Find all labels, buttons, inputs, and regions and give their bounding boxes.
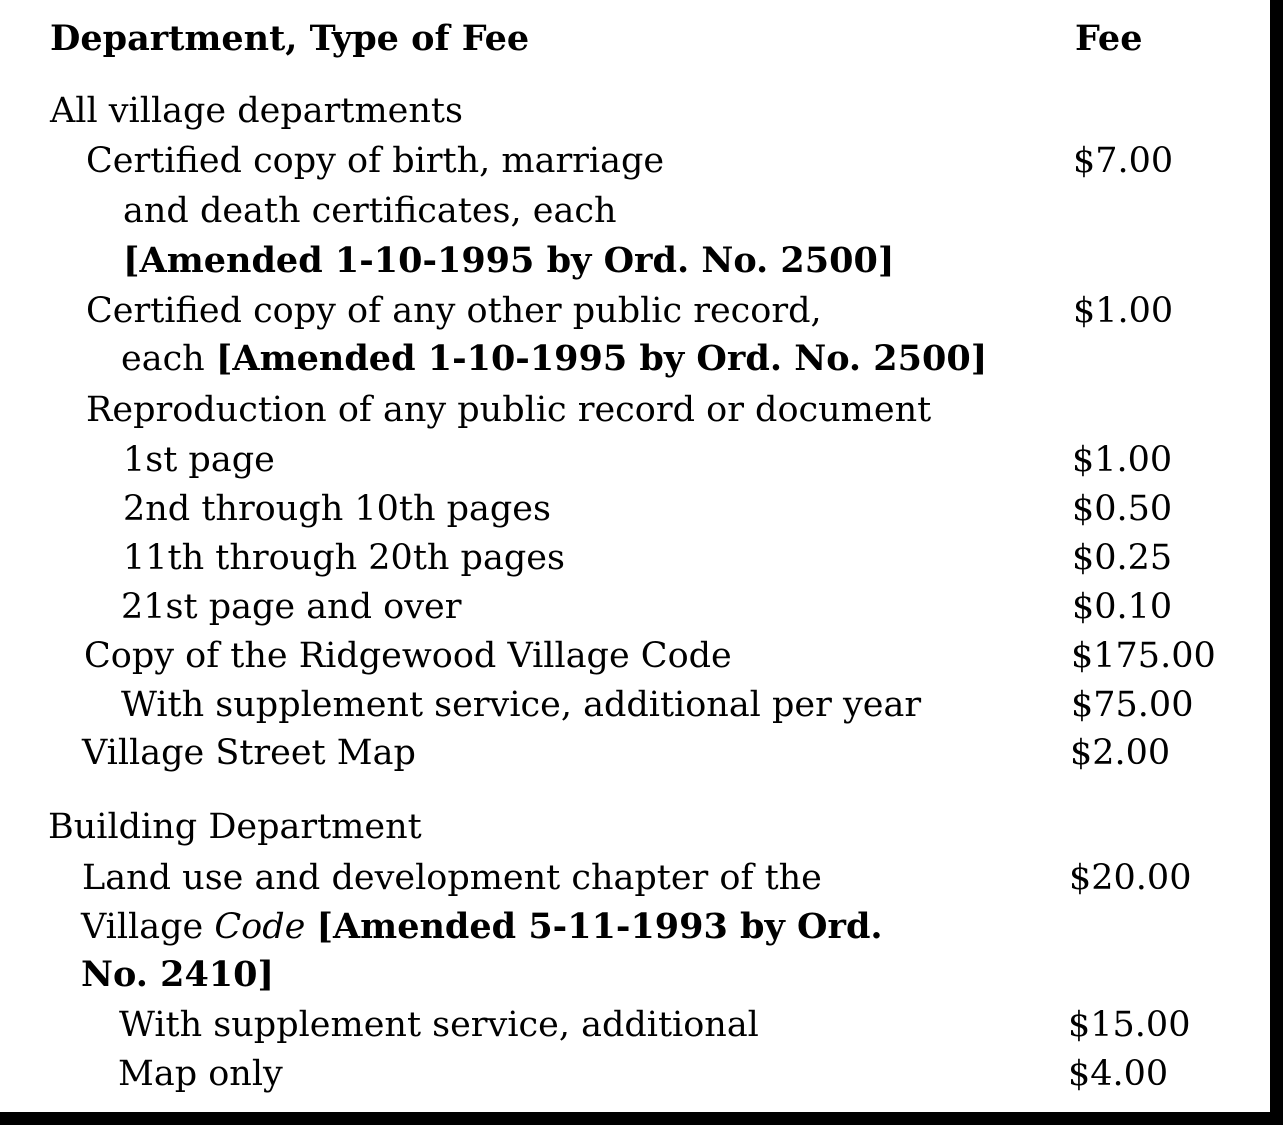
reproduction-item-fee: $0.25 <box>1072 538 1173 578</box>
street-map-fee: $2.00 <box>1070 733 1171 773</box>
reproduction-item-label: 1st page <box>123 440 275 480</box>
land-use-village: Village <box>81 907 215 947</box>
land-use-code: Code <box>214 907 317 947</box>
page-frame-right <box>1270 0 1283 1125</box>
village-code-supplement-label: With supplement service, additional per year <box>121 685 922 725</box>
street-map-label: Village Street Map <box>82 733 416 773</box>
map-only-fee: $4.00 <box>1068 1054 1169 1094</box>
reproduction-item-label: 21st page and over <box>121 587 462 627</box>
building-supplement-label: With supplement service, additional <box>119 1005 759 1045</box>
land-use-fee: $20.00 <box>1069 858 1192 898</box>
page-frame-bottom <box>0 1112 1283 1125</box>
village-code-label: Copy of the Ridgewood Village Code <box>84 636 732 676</box>
section-title-all-village: All village departments <box>50 91 463 131</box>
other-record-each: each <box>121 339 216 379</box>
reproduction-item-label: 2nd through 10th pages <box>123 489 551 529</box>
reproduction-item-fee: $0.10 <box>1072 587 1173 627</box>
other-record-fee: $1.00 <box>1073 291 1174 331</box>
other-record-label-line2 <box>121 339 987 379</box>
birth-cert-amendment: [Amended 1-10-1995 by Ord. No. 2500] <box>123 240 895 281</box>
column-header-department: Department, Type of Fee <box>50 18 530 59</box>
reproduction-item-fee: $0.50 <box>1072 489 1173 529</box>
map-only-label: Map only <box>118 1054 283 1094</box>
reproduction-item-label: 11th through 20th pages <box>123 538 565 578</box>
reproduction-item-fee: $1.00 <box>1072 440 1173 480</box>
other-record-label-line1: Certified copy of any other public record, <box>86 291 822 331</box>
reproduction-label: Reproduction of any public record or document <box>86 390 932 430</box>
land-use-label-line1: Land use and development chapter of the <box>82 858 822 898</box>
land-use-amendment-part2: No. 2410] <box>81 954 275 995</box>
building-supplement-fee: $15.00 <box>1068 1005 1191 1045</box>
other-record-amendment: [Amended 1-10-1995 by Ord. No. 2500] <box>215 338 988 379</box>
land-use-amendment-part1: [Amended 5-11-1993 by Ord. <box>316 906 883 947</box>
column-header-fee: Fee <box>1075 18 1143 59</box>
birth-cert-fee: $7.00 <box>1073 141 1174 181</box>
section-title-building: Building Department <box>48 807 422 847</box>
village-code-supplement-fee: $75.00 <box>1071 685 1194 725</box>
birth-cert-label-line2: and death certificates, each <box>123 191 617 231</box>
land-use-label-line2 <box>81 907 883 947</box>
village-code-fee: $175.00 <box>1071 636 1216 676</box>
birth-cert-label-line1: Certified copy of birth, marriage <box>86 141 665 181</box>
